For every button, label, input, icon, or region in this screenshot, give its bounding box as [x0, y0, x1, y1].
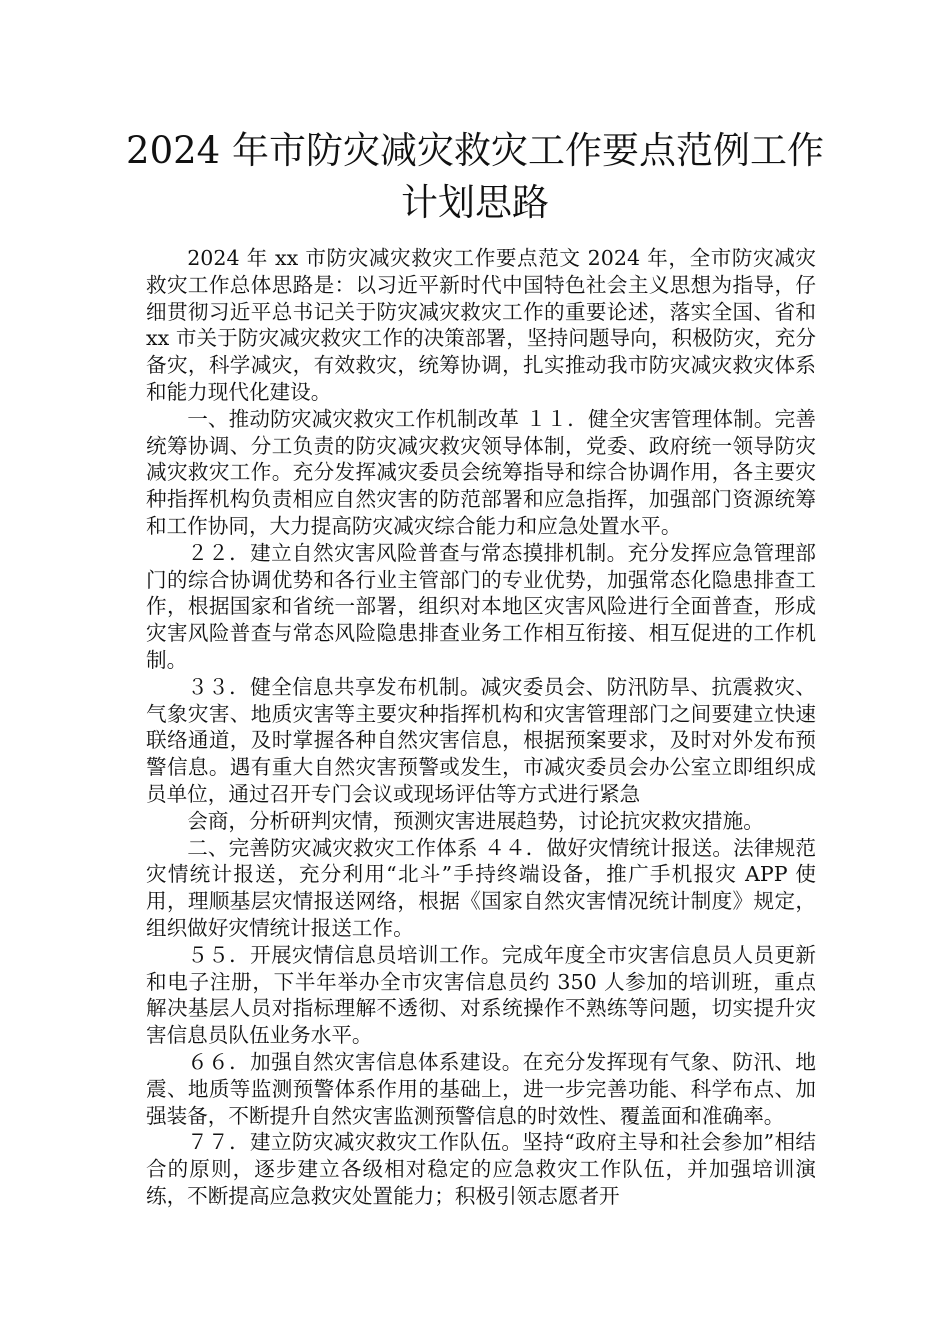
paragraph-item-5: ５５．开展灾情信息员培训工作。完成年度全市灾害信息员人员更新和电子注册，下半年举办全市灾害信息员约 350 人参加的培训班，重点解决基层人员对指标理解不透彻、对系统操作不熟练等问题，切实提升灾害信息员队伍业务水平。 — [146, 942, 816, 1048]
document-body — [146, 245, 816, 1210]
title-line-1: 2024 年市防灾减灾救灾工作要点范例工作 — [126, 129, 824, 172]
paragraph-continuation: 会商，分析研判灾情，预测灾害进展趋势，讨论抗灾救灾措施。 — [187, 808, 764, 833]
paragraph-item-6: ６６．加强自然灾害信息体系建设。在充分发挥现有气象、防汛、地震、地质等监测预警体系作用的基础上，进一步完善功能、科学布点、加强装备，不断提升自然灾害监测预警信息的时效性、覆盖面和准确率。 — [146, 1049, 816, 1128]
paragraph-intro: 2024 年 xx 市防灾减灾救灾工作要点范文 2024 年，全市防灾减灾救灾工作总体思路是：以习近平新时代中国特色社会主义思想为指导，仔细贯彻习近平总书记关于防灾减灾救灾工作的重要论述，落实全国、省和 xx 市关于防灾减灾救灾工作的决策部署，坚持问题导向，积极防灾，充分备灾，科学减灾，有效救灾，统筹协调，扎实推动我市防灾减灾救灾体系和能力现代化建设。 — [146, 246, 816, 404]
paragraph-item-2: ２２．建立自然灾害风险普查与常态摸排机制。充分发挥应急管理部门的综合协调优势和各行业主管部门的专业优势，加强常态化隐患排查工作，根据国家和省统一部署，组织对本地区灾害风险进行全面普查，形成灾害风险普查与常态风险隐患排查业务工作相互衔接、相互促进的工作机制。 — [146, 540, 816, 672]
paragraph-item-7: ７７．建立防灾减灾救灾工作队伍。坚持“政府主导和社会参加”相结合的原则，逐步建立各级相对稳定的应急救灾工作队伍，并加强培训演练，不断提高应急救灾处置能力；积极引领志愿者开 — [146, 1130, 816, 1208]
paragraph-item-3: ３３．健全信息共享发布机制。减灾委员会、防汛防旱、抗震救灾、气象灾害、地质灾害等主要灾种指挥机构和灾害管理部门之间要建立快速联络通道，及时掌握各种自然灾害信息，根据预案要求，及时对外发布预警信息。遇有重大自然灾害预警或发生，市减灾委员会办公室立即组织成员单位，通过召开专门会议或现场评估等方式进行紧急 — [146, 674, 816, 806]
title-line-2: 计划思路 — [401, 181, 549, 224]
paragraph-section-2: 二、完善防灾减灾救灾工作体系 ４４．做好灾情统计报送。法律规范灾情统计报送，充分利用“北斗”手持终端设备，推广手机报灾 APP 使用，理顺基层灾情报送网络，根据《国家自然灾害情况统计制度》规定，组织做好灾情统计报送工作。 — [146, 835, 816, 940]
paragraph-section-1: 一、推动防灾减灾救灾工作机制改革 １１．健全灾害管理体制。完善统筹协调、分工负责的防灾减灾救灾领导体制，党委、政府统一领导防灾减灾救灾工作。充分发挥减灾委员会统筹指导和综合协调作用，各主要灾种指挥机构负责相应自然灾害的防范部署和应急指挥，加强部门资源统筹和工作协同，大力提高防灾减灾综合能力和应急处置水平。 — [146, 406, 816, 538]
document-title — [120, 128, 830, 226]
